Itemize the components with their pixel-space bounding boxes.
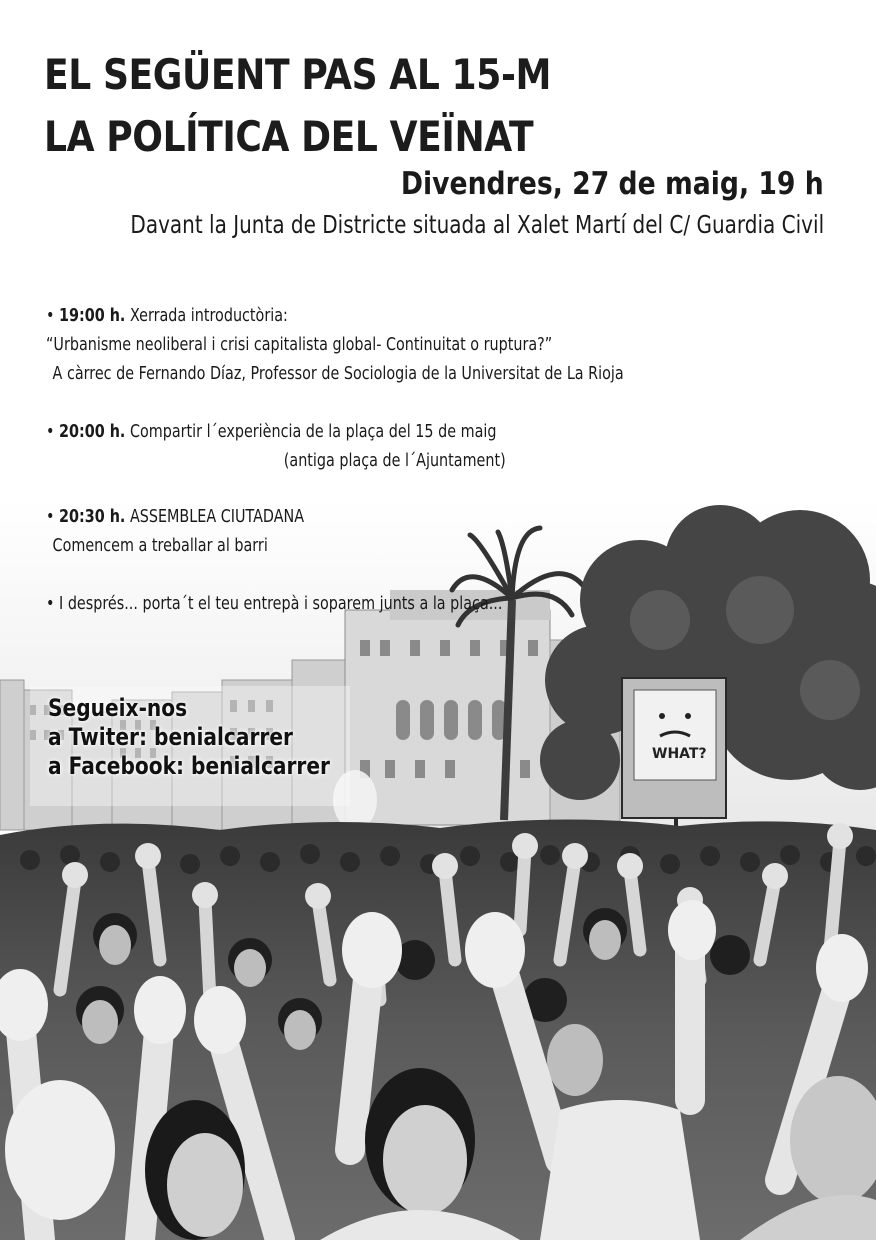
program-text: ASSEMBLEA CIUTADANA <box>129 507 305 527</box>
program-item-2: • 20:00 h. Compartir l´experiència de la plaça del 15 de maig (antiga plaça de l´Ajuntament) <box>46 418 506 476</box>
program-line: Comencem a treballar al barri <box>52 536 268 556</box>
program-line: “Urbanisme neoliberal i crisi capitalista global- Continuitat o ruptura?” <box>46 335 553 355</box>
program-time: 20:30 h. <box>59 507 126 527</box>
program-text: Xerrada introductòria: <box>129 306 288 326</box>
facebook-handle: a Facebook: benialcarrer <box>48 752 331 780</box>
follow-us <box>48 694 330 781</box>
program-item-3: • 20:30 h. ASSEMBLEA CIUTADANA Comencem a treballar al barri <box>46 503 304 561</box>
event-date: Divendres, 27 de maig, 19 h <box>401 166 824 202</box>
title-line-2: LA POLÍTICA DEL VEÏNAT <box>44 112 534 161</box>
follow-heading: Segueix-nos <box>48 694 188 722</box>
program-item-1: • 19:00 h. Xerrada introductòria: “Urbanisme neoliberal i crisi capitalista global- Continuitat o ruptura?” A càrrec de Fernando Díaz, Professor de Sociologia de la Universitat de La Rioja <box>46 302 624 389</box>
title-line-1: EL SEGÜENT PAS AL 15-M <box>44 50 552 99</box>
event-venue: Davant la Junta de Districte situada al Xalet Martí del C/ Guardia Civil <box>130 210 824 239</box>
town-hall-building <box>345 590 550 825</box>
program-line: (antiga plaça de l´Ajuntament) <box>283 451 506 471</box>
program-text: Compartir l´experiència de la plaça del 15 de maig <box>129 422 497 442</box>
twitter-handle: a Twiter: benialcarrer <box>48 723 293 751</box>
program-time: 19:00 h. <box>59 306 126 326</box>
poster-title <box>44 44 551 168</box>
program-item-4: • I després... porta´t el teu entrepà i soparem junts a la plaça... <box>46 594 503 614</box>
sign-text: WHAT? <box>652 746 707 762</box>
program-text: I després... porta´t el teu entrepà i soparem junts a la plaça... <box>59 594 503 614</box>
program-time: 20:00 h. <box>59 422 126 442</box>
program-line: A càrrec de Fernando Díaz, Professor de Sociologia de la Universitat de La Rioja <box>52 364 624 384</box>
